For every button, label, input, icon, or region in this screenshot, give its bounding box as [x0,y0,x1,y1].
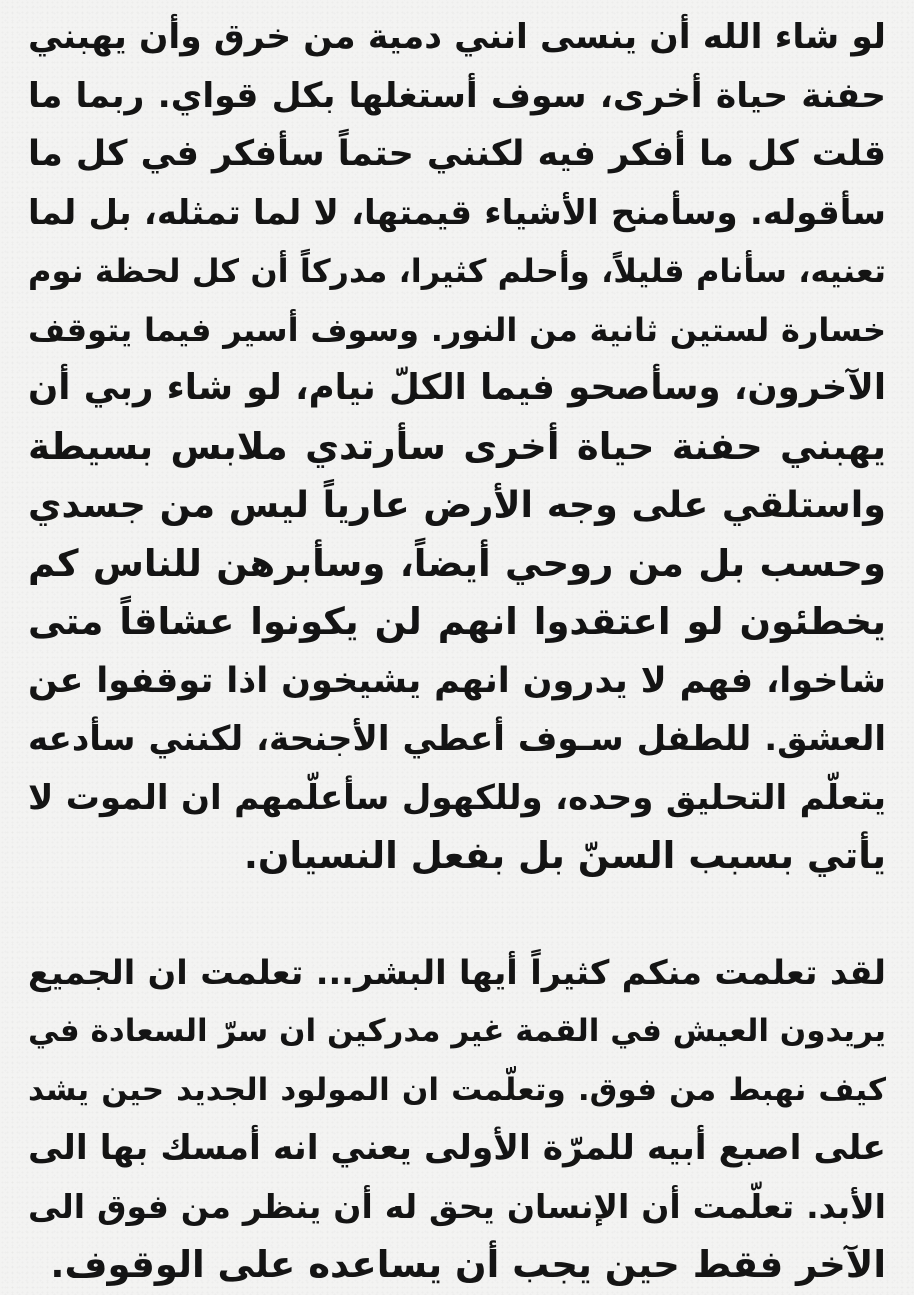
text-line: قلت كل ما أفكر فيه لكنني حتماً سأفكر في كل ما [28,134,886,174]
text-line: وحسب بل من روحي أيضاً، وسأبرهن للناس كم [28,541,886,585]
text-line: يأتي بسبب السنّ بل بفعل النسيان. [243,834,886,877]
paragraph-1 [28,8,886,886]
text-line: شاخوا، فهم لا يدرون انهم يشيخون اذا توقفوا عن [28,660,886,701]
text-line: واستلقي على وجه الأرض عارياً ليس من جسدي [28,483,886,526]
text-line: كيف نهبط من فوق. وتعلّمت ان المولود الجديد حين يشد [28,1071,886,1108]
text-line: تعنيه، سأنام قليلاً، وأحلم كثيرا، مدركاً أن كل لحظة نوم [28,252,886,290]
text-line: لقد تعلمت منكم كثيراً أيها البشر... تعلمت ان الجميع [28,952,886,992]
text-line: يريدون العيش في القمة غير مدركين ان سرّ السعادة في [28,1013,886,1049]
text-line: يتعلّم التحليق وحده، وللكهول سأعلّمهم ان الموت لا [28,777,886,818]
text-line: الآخر فقط حين يجب أن يساعده على الوقوف. [50,1243,886,1286]
text-line: خسارة لستين ثانية من النور. وسوف أسير فيما يتوقف [28,310,886,349]
paragraph-spacer [28,886,886,944]
text-line: الآخرون، وسأصحو فيما الكلّ نيام، لو شاء ربي أن [28,367,886,408]
text-line: يهبني حفنة حياة أخرى سأرتدي ملابس بسيطة [28,424,886,468]
text-line: العشق. للطفل سـوف أعطي الأجنحة، لكنني سأدعه [28,719,886,759]
text-line: حفنة حياة أخرى، سوف أستغلها بكل قواي. ربما ما [28,75,886,116]
text-line: على اصبع أبيه للمرّة الأولى يعني انه أمسك بها الى [28,1128,886,1168]
text-line: لو شاء الله أن ينسى انني دمية من خرق وأن يهبني [28,17,886,57]
text-line: يخطئون لو اعتقدوا انهم لن يكونوا عشاقاً متى [28,600,886,643]
text-line: سأقوله. وسأمنح الأشياء قيمتها، لا لما تمثله، بل لما [28,192,886,233]
paragraph-2 [28,944,886,1295]
text-line: الأبد. تعلّمت أن الإنسان يحق له أن ينظر من فوق الى [28,1186,886,1226]
